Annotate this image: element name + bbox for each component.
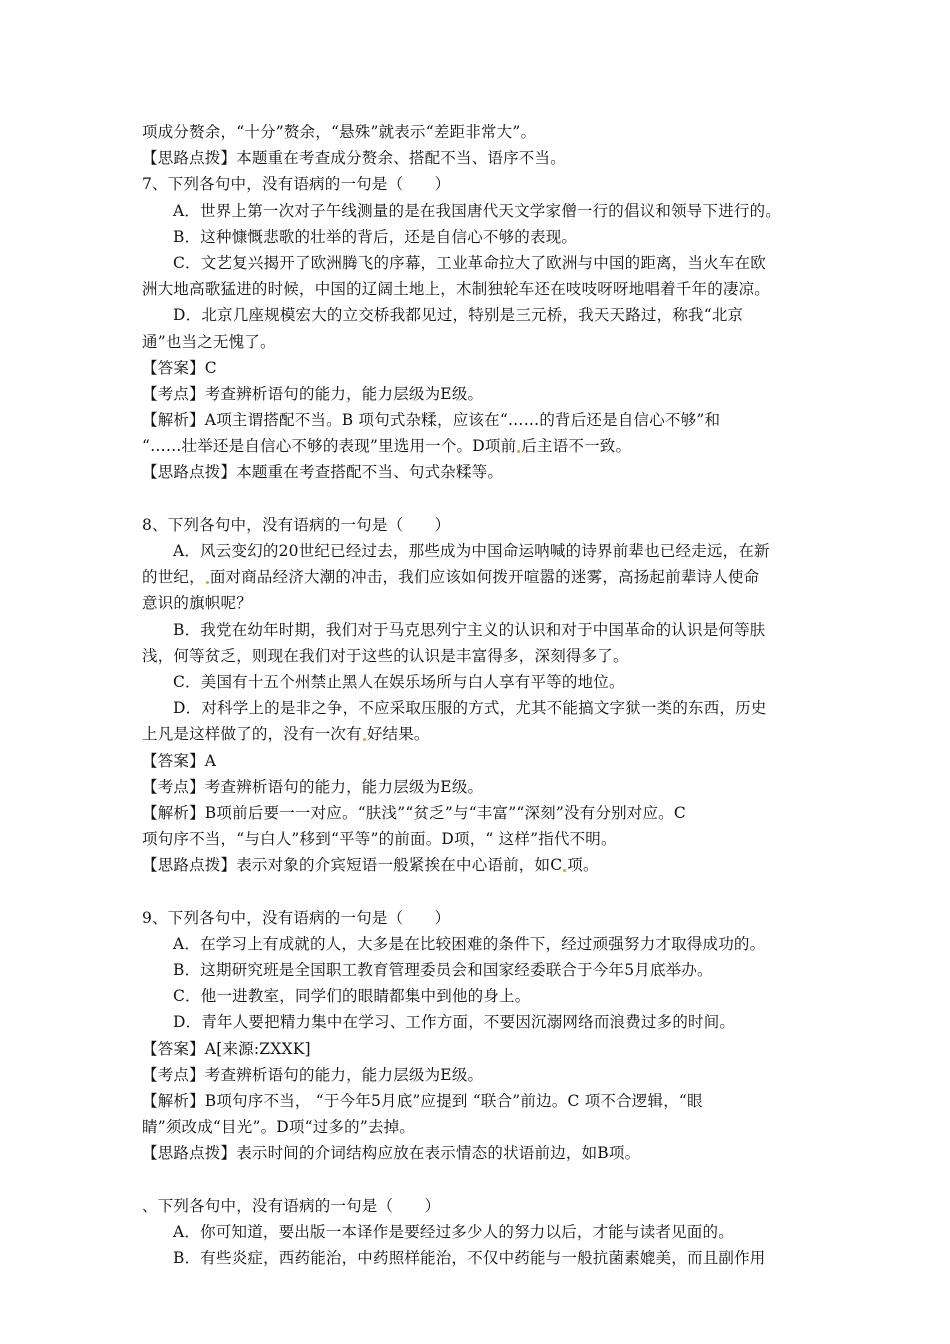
q7-analysis-cont-a: “……壮举还是自信心不够的表现”里选用一个。D项前 [142,437,517,456]
q9-option-d: D．青年人要把精力集中在学习、工作方面，不要因沉溺网络而浪费过多的时间。 [173,1013,736,1032]
q8-option-a-cont-b: 面对商品经济大潮的冲击，我们应该如何拨开喧嚣的迷雾，高扬起前辈诗人使命 [209,568,760,587]
q9-hint: 【思路点拨】表示时间的介词结构应放在表示情态的状语前边，如B项。 [142,1144,641,1163]
q9-option-a: A．在学习上有成就的人，大多是在比较困难的条件下，经过顽强努力才取得成功的。 [173,934,766,953]
q7-analysis-cont [142,433,818,459]
page-content [142,119,818,1271]
q9-answer: 【答案】A[来源:ZXXK] [142,1039,311,1058]
q7-option-b: B．这种慷慨悲歌的壮举的背后，还是自信心不够的表现。 [173,227,578,246]
spacer [142,1167,818,1193]
q8-option-a-cont-a: 的世纪， [142,568,205,587]
q8-option-b-cont: 浅，何等贫乏，则现在我们对于这些的认识是丰富得多，深刻得多了。 [142,646,629,665]
q8-option-a-cont [142,564,818,590]
q7-option-c-cont: 洲大地高歌猛进的时候，中国的辽阔土地上，木制独轮车还在吱吱呀呀地唱着千年的凄凉。 [142,280,771,299]
q7-option-a: A．世界上第一次对子午线测量的是在我国唐代天文学家僧一行的倡议和领导下进行的。 [173,201,781,220]
q8-option-b: B．我党在幼年时期，我们对于马克思列宁主义的认识和对于中国革命的认识是何等肤 [173,620,766,639]
q7-answer: 【答案】C [142,358,217,377]
q7-option-d-cont: 通”也当之无愧了。 [142,332,276,351]
q7-hint: 【思路点拨】本题重在考查搭配不当、句式杂糅等。 [142,463,504,482]
q7-analysis-cont-b: 后主语不一致。 [521,437,632,456]
q6-explanation-tail: 项成分赘余，“十分”赘余，“悬殊”就表示“差距非常大”。 [142,123,537,141]
q9-option-b: B．这期研究班是全国职工教育管理委员会和国家经委联合于今年5月底举办。 [173,961,713,979]
q9-option-c: C．他一进教室，同学们的眼睛都集中到他的身上。 [173,987,531,1006]
q7-option-d: D．北京几座规模宏大的立交桥我都见过，特别是三元桥，我天天路过，称我“北京 [173,306,744,325]
q10-option-a: A．你可知道，要出版一本译作是要经过多少人的努力以后，才能与读者见面的。 [173,1222,734,1241]
q8-analysis-cont: 项句序不当，“与白人”移到“平等”的前面。D项，“ 这样”指代不明。 [142,830,617,849]
q9-point: 【考点】考查辨析语句的能力，能力层级为E级。 [142,1065,484,1084]
q7-analysis: 【解析】A项主谓搭配不当。B 项句式杂糅，应该在“……的背后还是自信心不够”和 [142,411,721,430]
q9-analysis-cont: 睛”须改成“目光”。D项“过多的”去掉。 [142,1118,416,1137]
watermark-dot [363,738,366,741]
q7-option-c: C．文艺复兴揭开了欧洲腾飞的序幕，工业革命拉大了欧洲与中国的距离，当火车在欧 [173,253,766,272]
q8-option-d-cont-b: 好结果。 [366,725,430,744]
q9-stem: 9、下列各句中，没有语病的一句是（ ） [142,908,451,927]
q10-option-b: B．有些炎症，西药能治，中药照样能治，不仅中药能与一般抗菌素媲美，而且副作用 [173,1249,766,1268]
q7-stem: 7、下列各句中，没有语病的一句是（ ） [142,175,451,194]
q8-point: 【考点】考查辨析语句的能力，能力层级为E级。 [142,777,484,796]
q8-hint-b: 项。 [567,856,599,875]
q8-option-a: A．风云变幻的20世纪已经过去，那些成为中国命运呐喊的诗界前辈也已经走远，在新 [173,542,770,560]
q9-analysis: 【解析】B项句序不当， “于今年5月底”应提到 “联合”前边。C 项不合逻辑，“眼 [142,1091,703,1110]
spacer [142,486,818,512]
q8-option-d-cont [142,721,818,747]
q6-hint: 【思路点拨】本题重在考查成分赘余、搭配不当、语序不当。 [142,149,566,168]
q8-option-a-cont2: 意识的旗帜呢？ [142,594,252,613]
q8-hint-a: 【思路点拨】表示对象的介宾短语一般紧挨在中心语前，如C [142,856,563,875]
q8-hint [142,852,818,878]
spacer [142,878,818,904]
q8-analysis: 【解析】B项前后要一一对应。“肤浅”“贫乏”与“丰富”“深刻”没有分别对应。C [142,803,686,822]
q8-option-c: C．美国有十五个州禁止黑人在娱乐场所与白人享有平等的地位。 [173,672,625,691]
q8-option-d-cont-a: 上凡是这样做了的，没有一次有 [142,725,362,744]
watermark-dot [563,869,566,872]
watermark-dot [517,450,520,453]
q8-stem: 8、下列各句中，没有语病的一句是（ ） [142,515,451,534]
q8-answer: 【答案】A [142,751,217,770]
q10-stem: 、下列各句中，没有语病的一句是（ ） [142,1196,441,1215]
q8-option-d: D．对科学上的是非之争，不应采取压服的方式，尤其不能搞文字狱一类的东西，历史 [173,699,767,718]
watermark-dot [206,581,209,584]
q7-point: 【考点】考查辨析语句的能力，能力层级为E级。 [142,384,484,403]
